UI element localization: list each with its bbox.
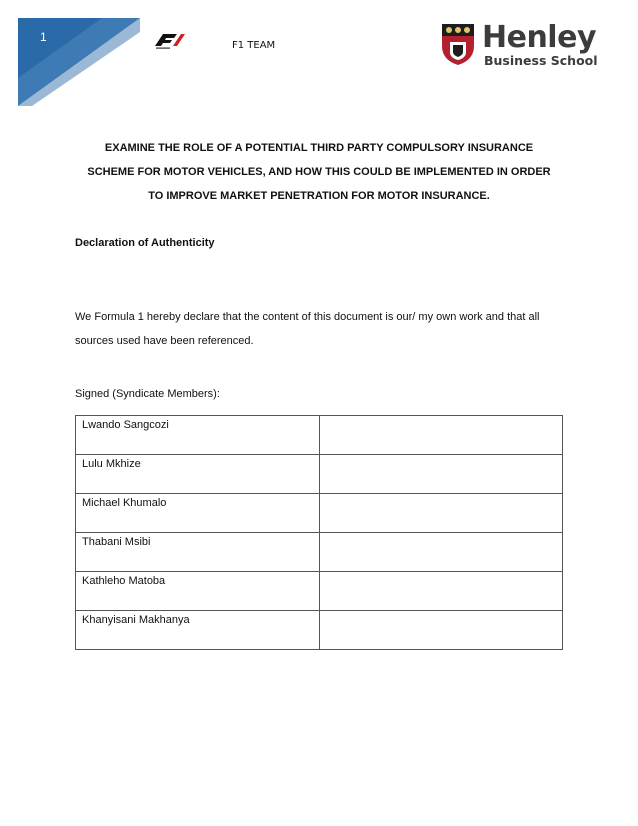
school-name: Henley <box>482 20 596 55</box>
henley-crest-icon <box>440 22 476 71</box>
member-name: Thabani Msibi <box>76 533 320 572</box>
school-subtitle: Business School <box>484 53 598 68</box>
title-line: EXAMINE THE ROLE OF A POTENTIAL THIRD PARTY COMPULSORY INSURANCE <box>104 142 534 154</box>
declaration-heading: Declaration of Authenticity <box>75 237 215 249</box>
declaration-body <box>75 305 570 353</box>
member-name: Lwando Sangcozi <box>76 416 320 455</box>
title-line: TO IMPROVE MARKET PENETRATION FOR MOTOR INSURANCE. <box>148 190 490 202</box>
document-title <box>66 136 572 208</box>
signature-cell[interactable] <box>320 416 563 455</box>
table-row <box>76 572 563 611</box>
members-table <box>75 415 563 650</box>
table-row <box>76 611 563 650</box>
signature-cell[interactable] <box>320 455 563 494</box>
signature-cell[interactable] <box>320 494 563 533</box>
signed-label: Signed (Syndicate Members): <box>75 388 220 400</box>
title-line: SCHEME FOR MOTOR VEHICLES, AND HOW THIS COULD BE IMPLEMENTED IN ORDER <box>87 166 551 178</box>
page-number: 1 <box>40 30 47 44</box>
table-row <box>76 416 563 455</box>
member-name: Khanyisani Makhanya <box>76 611 320 650</box>
declaration-line: sources used have been referenced. <box>75 335 254 347</box>
header-team-label: F1 TEAM <box>232 40 276 51</box>
declaration-line: We Formula 1 hereby declare that the content of this document is our/ my own work and that all <box>75 311 540 323</box>
member-name: Michael Khumalo <box>76 494 320 533</box>
formula-1-logo-icon <box>153 30 187 50</box>
page-corner-decoration <box>18 18 140 106</box>
table-row <box>76 494 563 533</box>
table-row <box>76 533 563 572</box>
henley-logo <box>440 20 598 72</box>
signature-cell[interactable] <box>320 533 563 572</box>
table-row <box>76 455 563 494</box>
member-name: Lulu Mkhize <box>76 455 320 494</box>
signature-cell[interactable] <box>320 572 563 611</box>
member-name: Kathleho Matoba <box>76 572 320 611</box>
signature-cell[interactable] <box>320 611 563 650</box>
